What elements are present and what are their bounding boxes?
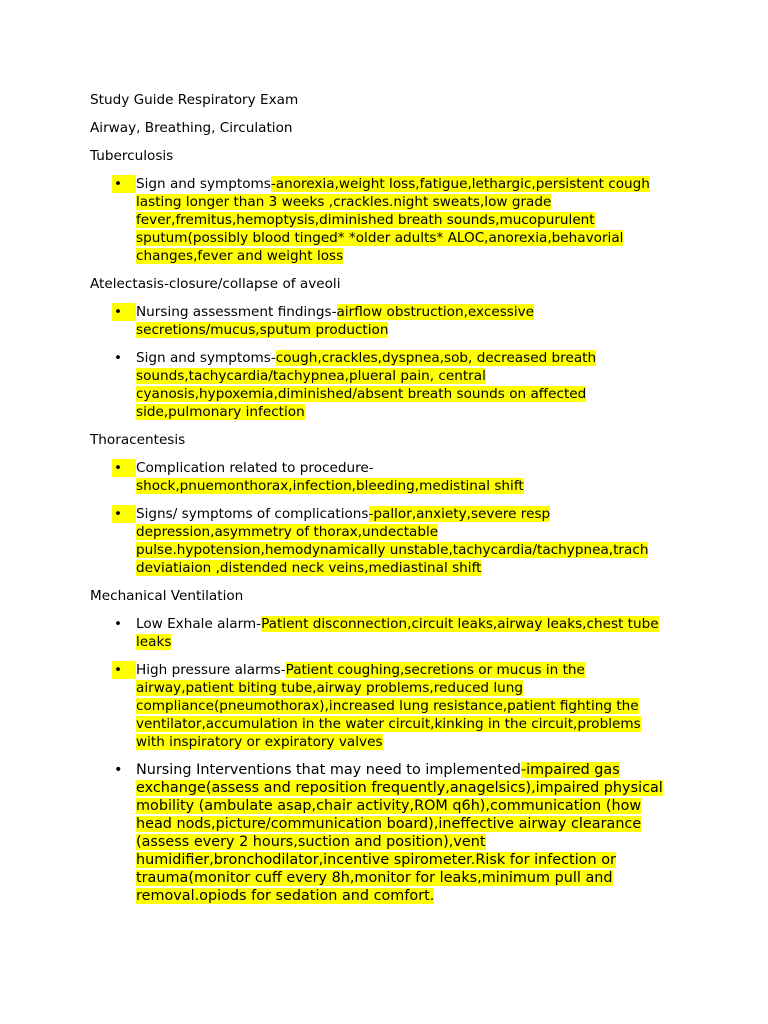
bullet-dot: • — [114, 460, 123, 476]
list-item-atelectasis-signs-symptoms — [90, 349, 670, 421]
item-label: Sign and symptoms- — [136, 350, 276, 366]
document-subtitle: Airway, Breathing, Circulation — [90, 120, 293, 136]
section-heading-mechanical-ventilation: Mechanical Ventilation — [90, 588, 244, 604]
bullet-marker — [112, 505, 136, 523]
bullet-dot: • — [114, 176, 123, 192]
bullet-dot: • — [114, 304, 123, 320]
bullet-marker — [112, 459, 136, 477]
highlighted-text: shock,pnuemonthorax,infection,bleeding,medistinal shift — [136, 478, 524, 494]
item-label: Signs/ symptoms of complications — [136, 506, 369, 522]
list-item-thoracentesis-complication — [90, 459, 670, 495]
highlighted-text: airflow obstruction,excessive secretions/mucus,sputum production — [136, 304, 535, 338]
bullet-dot: • — [114, 616, 123, 632]
list-item-high-pressure-alarms — [90, 661, 670, 751]
bullet-dot: • — [114, 506, 123, 522]
item-label: Complication related to procedure- — [136, 460, 374, 476]
bullet-marker — [112, 349, 136, 367]
bullet-dot: • — [114, 662, 123, 678]
list-item-low-exhale-alarm — [90, 615, 670, 651]
highlighted-text: -impaired gas exchange(assess and reposition frequently,anagelsics),impaired physical mobility (ambulate asap,chair activity,ROM q6h),communication (how head nods,picture/communication board),ineffective airway clearance (assess every 2 hours,suction and position),vent humidifier,bronchodilator,incentive spirometer.Risk for infection or trauma(monitor cuff every 8h,monitor for leaks,minimum pull and removal.opiods for sedation and comfort. — [136, 762, 663, 904]
bullet-marker — [112, 615, 136, 633]
item-label: Low Exhale alarm- — [136, 616, 262, 632]
bullet-dot: • — [114, 350, 123, 366]
list-item-nursing-interventions — [90, 761, 670, 905]
item-label: High pressure alarms- — [136, 662, 286, 678]
mechanical-ventilation-list — [90, 615, 670, 905]
tuberculosis-list — [90, 175, 670, 265]
highlighted-text: Patient disconnection,circuit leaks,airway leaks,chest tube leaks — [136, 616, 659, 650]
highlighted-text: -pallor,anxiety,severe resp depression,asymmetry of thorax,undectable pulse.hypotension,hemodynamically unstable,tachycardia/tachypnea,trach deviatiaion ,distended neck veins,mediastinal shift — [136, 506, 649, 576]
highlighted-text: -anorexia,weight loss,fatigue,lethargic,persistent cough lasting longer than 3 weeks ,crackles.night sweats,low grade fever,fremitus,hemoptysis,diminished breath sounds,mucopurulent sputum(possibly blood tinged* *older adults* ALOC,anorexia,behavorial changes,fever and weight loss — [136, 176, 650, 264]
item-label: Nursing assessment findings- — [136, 304, 337, 320]
section-heading-thoracentesis: Thoracentesis — [90, 432, 186, 448]
bullet-dot: • — [114, 762, 123, 778]
bullet-marker — [112, 761, 136, 779]
section-heading-tuberculosis: Tuberculosis — [90, 148, 174, 164]
document-body — [90, 91, 670, 915]
list-item-tb-signs-symptoms — [90, 175, 670, 265]
item-label: Sign and symptoms — [136, 176, 271, 192]
bullet-marker — [112, 175, 136, 193]
list-item-thoracentesis-signs — [90, 505, 670, 577]
bullet-marker — [112, 661, 136, 679]
document-title: Study Guide Respiratory Exam — [90, 92, 299, 108]
item-label: Nursing Interventions that may need to implemented — [136, 762, 521, 778]
highlighted-text: Patient coughing,secretions or mucus in the airway,patient biting tube,airway problems,reduced lung compliance(pneumothorax),increased lung resistance,patient fighting the ventilator,accumulation in the water circuit,kinking in the circuit,problems with inspiratory or expiratory valves — [136, 662, 641, 750]
atelectasis-list — [90, 303, 670, 421]
section-heading-atelectasis: Atelectasis-closure/collapse of aveoli — [90, 276, 341, 292]
highlighted-text: cough,crackles,dyspnea,sob, decreased breath sounds,tachycardia/tachypnea,plueral pain, central cyanosis,hypoxemia,diminished/absent breath sounds on affected side,pulmonary infection — [136, 350, 597, 420]
bullet-marker — [112, 303, 136, 321]
thoracentesis-list — [90, 459, 670, 577]
list-item-atelectasis-assessment — [90, 303, 670, 339]
